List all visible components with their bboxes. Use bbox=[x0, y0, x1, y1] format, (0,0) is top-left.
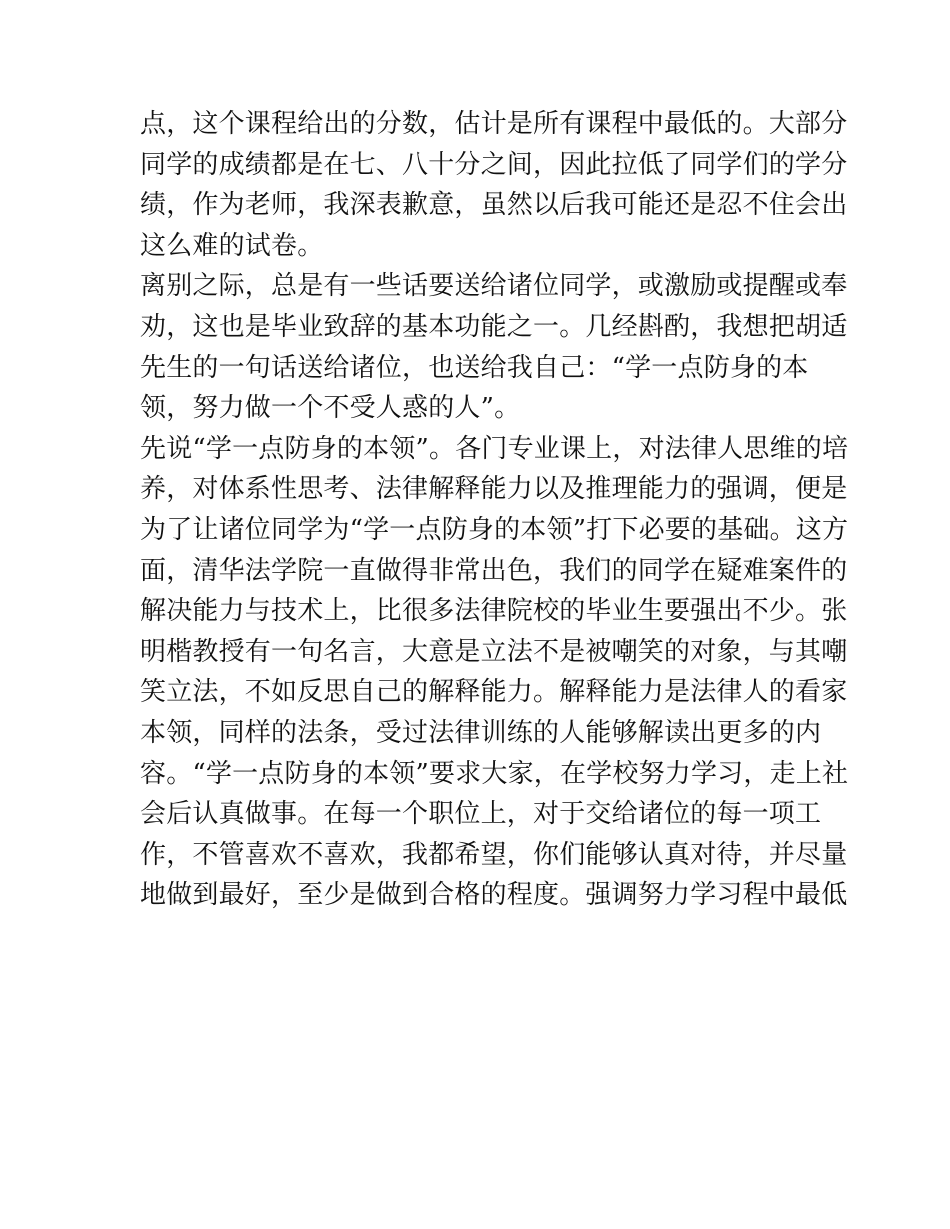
text-line: 地做到最好，至少是做到合格的程度。强调努力学习程中最低 bbox=[140, 880, 848, 911]
text-line: 绩，作为老师，我深表歉意，虽然以后我可能还是忍不住会出 bbox=[140, 190, 848, 221]
text-line: 会后认真做事。在每一个职位上，对于交给诸位的每一项工 bbox=[140, 799, 822, 830]
body-text bbox=[140, 104, 849, 916]
text-line: 面，清华法学院一直做得非常出色，我们的同学在疑难案件的 bbox=[140, 555, 848, 586]
text-line: 为了让诸位同学为“学一点防身的本领”打下必要的基础。这方 bbox=[140, 514, 849, 545]
text-line: 先生的一句话送给诸位，也送给我自己：“学一点防身的本 bbox=[140, 352, 809, 383]
text-line: 作，不管喜欢不喜欢，我都希望，你们能够认真对待，并尽量 bbox=[140, 839, 848, 870]
text-line: 容。“学一点防身的本领”要求大家，在学校努力学习，走上社 bbox=[140, 758, 849, 789]
text-line: 本领，同样的法条，受过法律训练的人能够解读出更多的内 bbox=[140, 717, 822, 748]
text-line: 点，这个课程给出的分数，估计是所有课程中最低的。大部分 bbox=[140, 109, 848, 139]
text-line: 离别之际，总是有一些话要送给诸位同学，或激励或提醒或奉 bbox=[140, 271, 848, 302]
text-line: 明楷教授有一句名言，大意是立法不是被嘲笑的对象，与其嘲 bbox=[140, 636, 848, 667]
text-line: 解决能力与技术上，比很多法律院校的毕业生要强出不少。张 bbox=[140, 596, 848, 627]
text-line: 养，对体系性思考、法律解释能力以及推理能力的强调，便是 bbox=[140, 474, 848, 505]
text-line: 同学的成绩都是在七、八十分之间，因此拉低了同学们的学分 bbox=[140, 149, 848, 180]
text-line: 先说“学一点防身的本领”。各门专业课上，对法律人思维的培 bbox=[140, 433, 849, 464]
text-line: 劝，这也是毕业致辞的基本功能之一。几经斟酌，我想把胡适 bbox=[140, 311, 848, 342]
text-line: 这么难的试卷。 bbox=[140, 230, 324, 261]
text-line: 领，努力做一个不受人惑的人”。 bbox=[140, 393, 521, 424]
text-line: 笑立法，不如反思自己的解释能力。解释能力是法律人的看家 bbox=[140, 677, 848, 708]
